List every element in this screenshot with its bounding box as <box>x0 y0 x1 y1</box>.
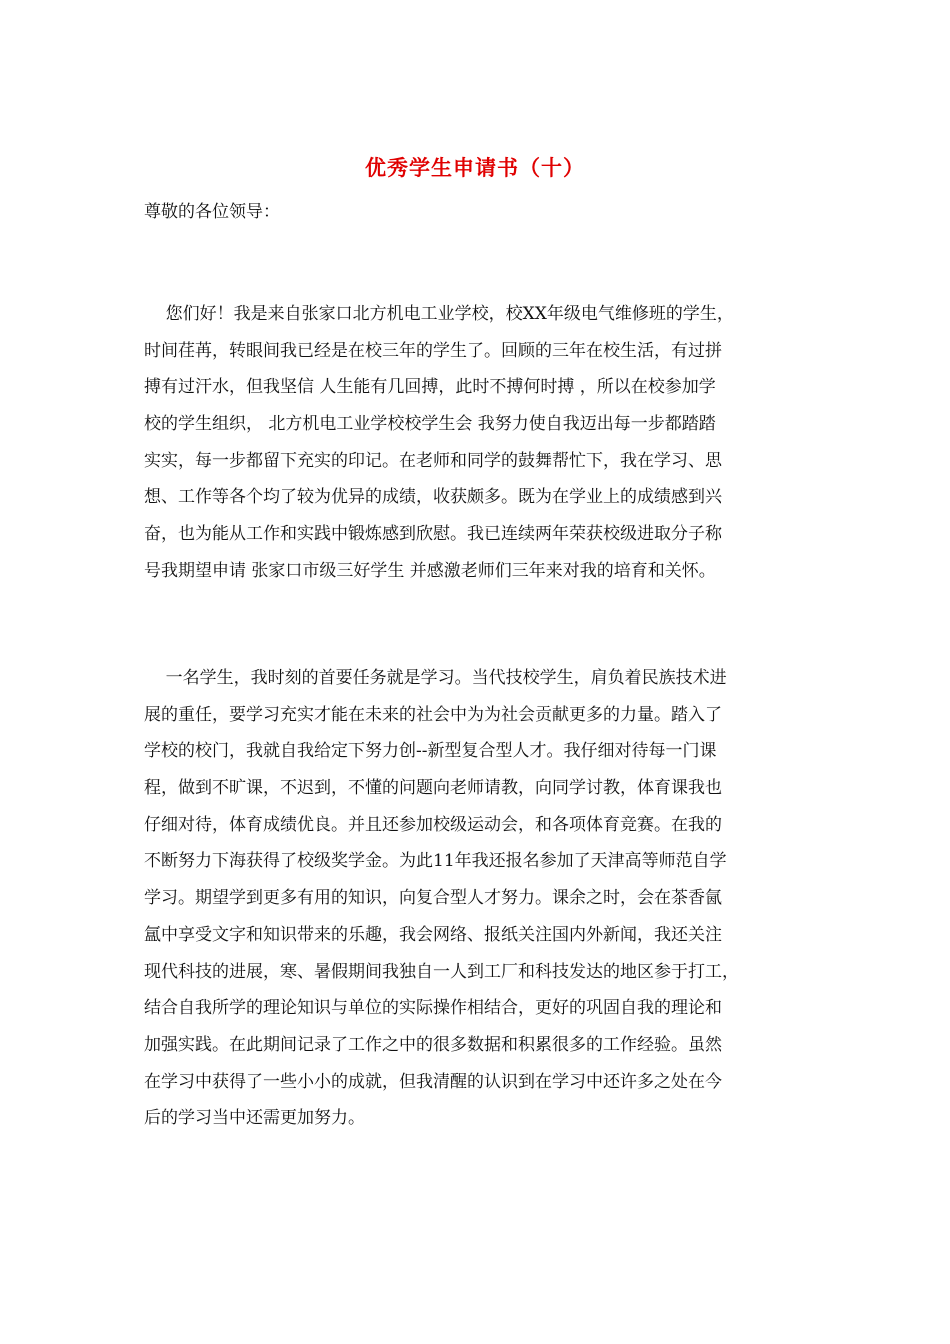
paragraph-line: 氲中享受文字和知识带来的乐趣，我会网络、报纸关注国内外新闻，我还关注 <box>144 924 722 945</box>
paragraph-line: 一名学生，我时刻的首要任务就是学习。当代技校学生，肩负着民族技术进 <box>144 668 727 688</box>
paragraph-line: 校的学生组织， 北方机电工业学校校学生会 我努力使自我迈出每一步都踏踏 <box>144 414 716 435</box>
paragraph-line: 仔细对待，体育成绩优良。并且还参加校级运动会，和各项体育竞赛。在我的 <box>144 814 722 835</box>
paragraph-line: 号我期望申请 张家口市级三好学生 并感激老师们三年来对我的培育和关怀。 <box>144 560 716 581</box>
paragraph-1 <box>144 296 814 590</box>
paragraph-line: 奋，也为能从工作和实践中锻炼感到欣慰。我已连续两年荣获校级进取分子称 <box>144 524 722 545</box>
paragraph-line: 想、工作等各个均了较为优异的成绩，收获颇多。既为在学业上的成绩感到兴 <box>144 487 722 508</box>
paragraph-line: 学习。期望学到更多有用的知识，向复合型人才努力。课余之时，会在茶香氤 <box>144 888 722 909</box>
paragraph-line: 时间荏苒，转眼间我已经是在校三年的学生了。回顾的三年在校生活，有过拼 <box>144 340 722 361</box>
paragraph-line: 学校的校门，我就自我给定下努力创--新型复合型人才。我仔细对待每一门课 <box>144 741 717 762</box>
paragraph-line: 实实，每一步都留下充实的印记。在老师和同学的鼓舞帮忙下，我在学习、思 <box>144 450 722 471</box>
salutation: 尊敬的各位领导： <box>144 202 280 222</box>
paragraph-line: 展的重任，要学习充实才能在未来的社会中为为社会贡献更多的力量。踏入了 <box>144 704 722 725</box>
paragraph-line: 结合自我所学的理论知识与单位的实际操作相结合，更好的巩固自我的理论和 <box>144 998 722 1019</box>
document-title: 优秀学生申请书（十） <box>365 155 585 180</box>
paragraph-line: 您们好！我是来自张家口北方机电工业学校，校XX年级电气维修班的学生， <box>144 304 734 324</box>
paragraph-line: 现代科技的进展，寒、暑假期间我独自一人到工厂和科技发达的地区参于打工， <box>144 961 739 982</box>
paragraph-line: 程，做到不旷课，不迟到，不懂的问题向老师请教，向同学讨教，体育课我也 <box>144 778 722 799</box>
paragraph-line: 后的学习当中还需更加努力。 <box>144 1108 365 1129</box>
paragraph-line: 不断努力下海获得了校级奖学金。为此11年我还报名参加了天津高等师范自学 <box>144 851 727 872</box>
paragraph-line: 搏有过汗水，但我坚信 人生能有几回搏，此时不搏何时搏 ，所以在校参加学 <box>144 377 716 398</box>
paragraph-line: 加强实践。在此期间记录了工作之中的很多数据和积累很多的工作经验。虽然 <box>144 1034 722 1055</box>
paragraph-line: 在学习中获得了一些小小的成就，但我清醒的认识到在学习中还许多之处在今 <box>144 1071 722 1092</box>
paragraph-2 <box>144 660 814 1137</box>
